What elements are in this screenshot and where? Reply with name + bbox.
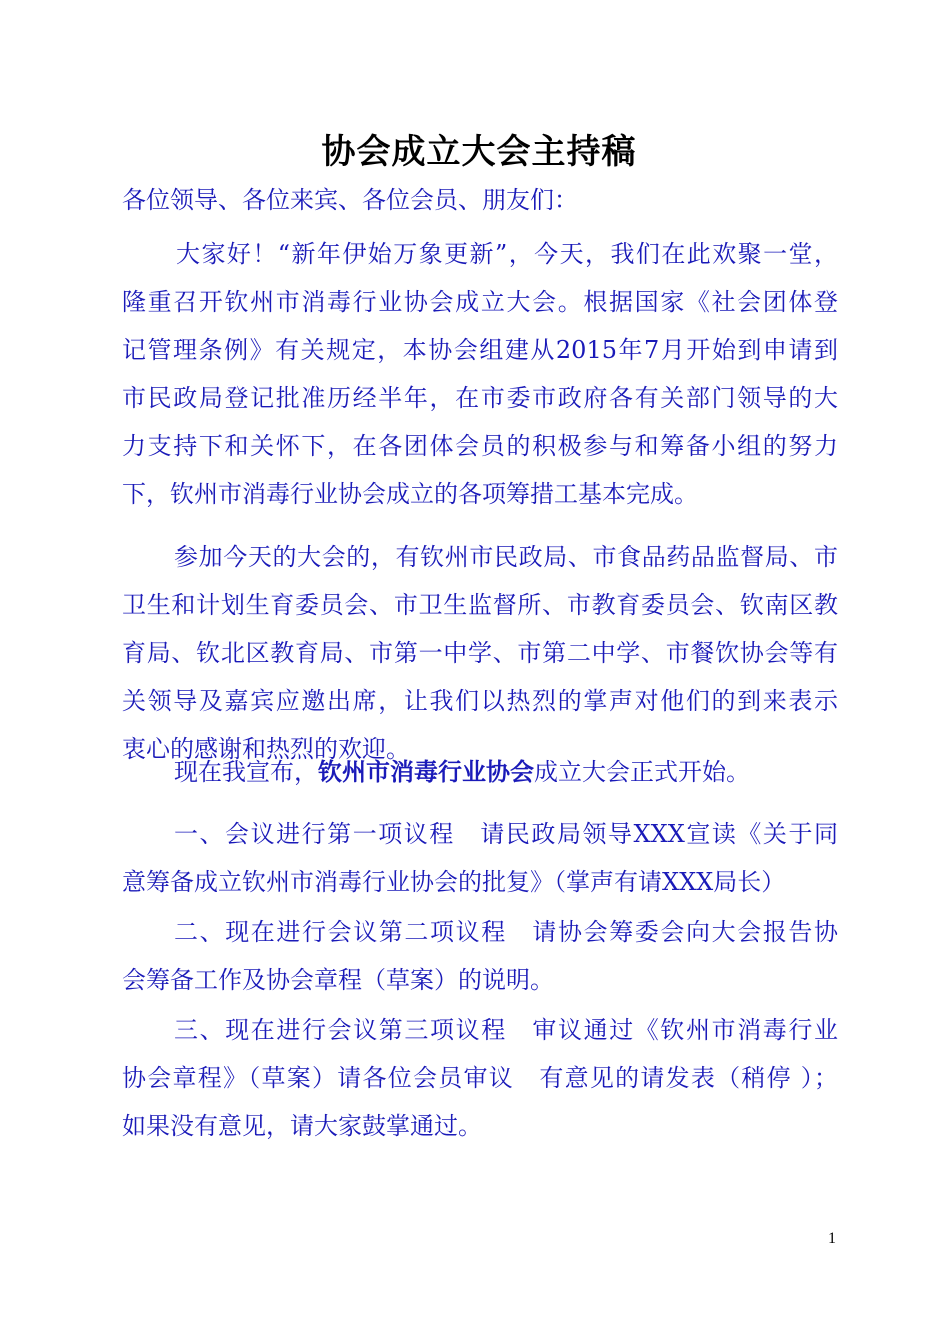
paragraph-line: 大家好！“新年伊始万象更新”，今天，我们在此欢聚一堂， <box>176 240 838 268</box>
paragraph-line: 市民政局登记批准历经半年，在市委市政府各有关部门领导的大 <box>122 384 838 412</box>
paragraph-line: 卫生和计划生育委员会、市卫生监督所、市教育委员会、钦南区教 <box>122 591 838 619</box>
paragraph-opening <box>122 230 838 518</box>
paragraph-line: 隆重召开钦州市消毒行业协会成立大会。根据国家《社会团体登 <box>122 288 838 316</box>
paragraph-line: 育局、钦北区教育局、市第一中学、市第二中学、市餐饮协会等有 <box>122 639 838 667</box>
paragraph-line: 参加今天的大会的，有钦州市民政局、市食品药品监督局、市 <box>174 543 838 571</box>
document-title: 协会成立大会主持稿 <box>321 132 637 172</box>
paragraph-line: 协会章程》（草案）请各位会员审议 有意见的请发表（稍停 ）； <box>122 1064 838 1092</box>
announcement-suffix: 成立大会正式开始。 <box>534 758 750 786</box>
paragraph-line: 力支持下和关怀下，在各团体会员的积极参与和筹备小组的努力 <box>122 432 838 460</box>
paragraph-line: 关领导及嘉宾应邀出席，让我们以热烈的掌声对他们的到来表示 <box>122 687 838 715</box>
announcement-prefix: 现在我宣布， <box>174 758 318 786</box>
page-number: 1 <box>828 1230 836 1247</box>
paragraph-agenda-item-1 <box>122 810 838 906</box>
announcement-line <box>122 748 838 796</box>
paragraph-agenda-item-2 <box>122 908 838 1004</box>
paragraph-line: 一、会议进行第一项议程 请民政局领导XXX宣读《关于同 <box>174 820 838 848</box>
paragraph-line: 意筹备成立钦州市消毒行业协会的批复》（掌声有请XXX局长） <box>122 868 786 896</box>
paragraph-line: 三、现在进行会议第三项议程 审议通过《钦州市消毒行业 <box>174 1016 838 1044</box>
paragraph-line: 二、现在进行会议第二项议程 请协会筹委会向大会报告协 <box>174 918 838 946</box>
paragraph-line: 衷心的感谢和热烈的欢迎。 <box>122 735 410 763</box>
paragraph-announcement <box>122 748 838 796</box>
salutation: 各位领导、各位来宾、各位会员、朋友们： <box>122 186 578 214</box>
paragraph-line: 如果没有意见，请大家鼓掌通过。 <box>122 1112 482 1140</box>
paragraph-agenda-item-3 <box>122 1006 838 1150</box>
paragraph-line: 会筹备工作及协会章程（草案）的说明。 <box>122 966 554 994</box>
paragraph-line: 下，钦州市消毒行业协会成立的各项筹措工基本完成。 <box>122 480 698 508</box>
paragraph-line: 记管理条例》有关规定，本协会组建从2015年7月开始到申请到 <box>122 336 838 364</box>
paragraph-attendees <box>122 533 838 773</box>
association-name-emphasis: 钦州市消毒行业协会 <box>318 758 534 786</box>
